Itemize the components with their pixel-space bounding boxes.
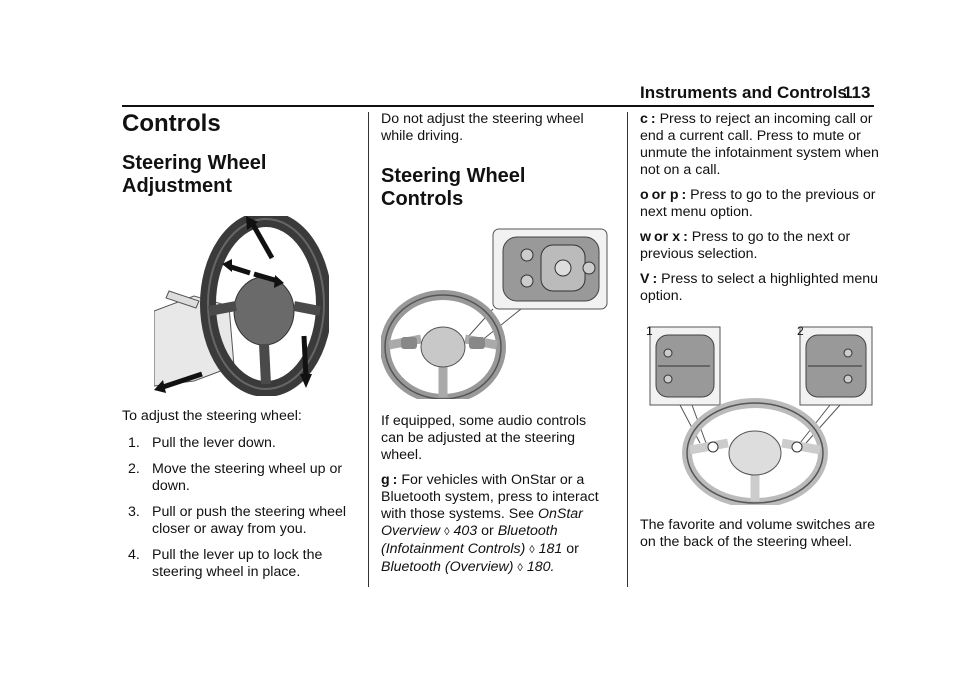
steering-adjust-figure [154,216,357,396]
list-item: 4. Pull the lever up to lock the steering wheel in place. [128,547,323,580]
warning-line-1: Do not adjust the steering wheel [381,111,584,127]
page-ref-arrow-icon: ◊ [529,544,535,556]
prev-next-menu-item: o or p : Press to go to the previous or next menu option. [640,187,876,220]
list-item: 3. Pull or push the steering wheel closer or away from you. [128,504,347,537]
left-arrow-icon: o [640,187,649,203]
page-ref-arrow-icon: ◊ [517,562,523,574]
next-prev-selection-item: w or x : Press to go to the next or previous selection. [640,229,851,262]
controls-heading: Steering Wheel Controls [381,165,526,210]
figure-label-2: 2 [797,324,804,338]
onstar-paragraph: g : For vehicles with OnStar or a Bluetooth system, press to interact with those systems. See OnStar Overview ◊ 403 or Bluetooth (Infotainment Controls) ◊ 181 or Bluetooth (Overview) ◊ 180. [381,472,599,575]
back-switches-figure [640,325,880,505]
column-3 [640,111,880,551]
column-2 [381,111,611,577]
subsection-title-line-2: Adjustment [122,175,232,197]
adjust-intro: To adjust the steering wheel: [122,408,302,424]
running-header-title: Instruments and Controls [640,83,847,102]
figure-label-1: 1 [646,324,653,338]
column-divider-1 [368,112,369,587]
bluetooth-infotainment-link[interactable]: Bluetooth (Infotainment Controls) [381,523,558,557]
right-arrow-icon: p [669,187,679,203]
audio-controls-intro: If equipped, some audio controls can be adjusted at the steering wheel. [381,413,587,463]
column-divider-2 [627,112,628,587]
adjust-steps [122,435,357,581]
column-1 [122,110,357,590]
down-arrow-icon: x [672,229,681,245]
header-rule [122,105,874,107]
subsection-title-line-1: Steering Wheel [122,152,267,174]
section-title: Controls [122,110,221,137]
voice-command-icon: g [381,472,390,488]
select-item: V : Press to select a highlighted menu option. [640,271,879,304]
list-item: 1. Pull the lever down. [128,435,276,451]
up-arrow-icon: w [640,229,652,245]
page-number: 113 [843,83,871,102]
onstar-overview-link[interactable]: OnStar Overview [381,506,583,539]
list-item: 2. Move the steering wheel up or down. [128,461,343,494]
bluetooth-overview-link[interactable]: Bluetooth (Overview) [381,559,514,575]
steering-controls-figure [381,227,611,399]
warning-line-2: while driving. [381,128,464,144]
page-ref-arrow-icon: ◊ [444,526,450,538]
end-call-icon: c [640,111,648,127]
back-switches-note: The favorite and volume switches are on the back of the steering wheel. [640,517,875,550]
checkmark-icon: V [640,271,650,287]
reject-call-item: c : Press to reject an incoming call or end a current call. Press to mute or unmute the infotainment system when not on a call. [640,111,879,178]
